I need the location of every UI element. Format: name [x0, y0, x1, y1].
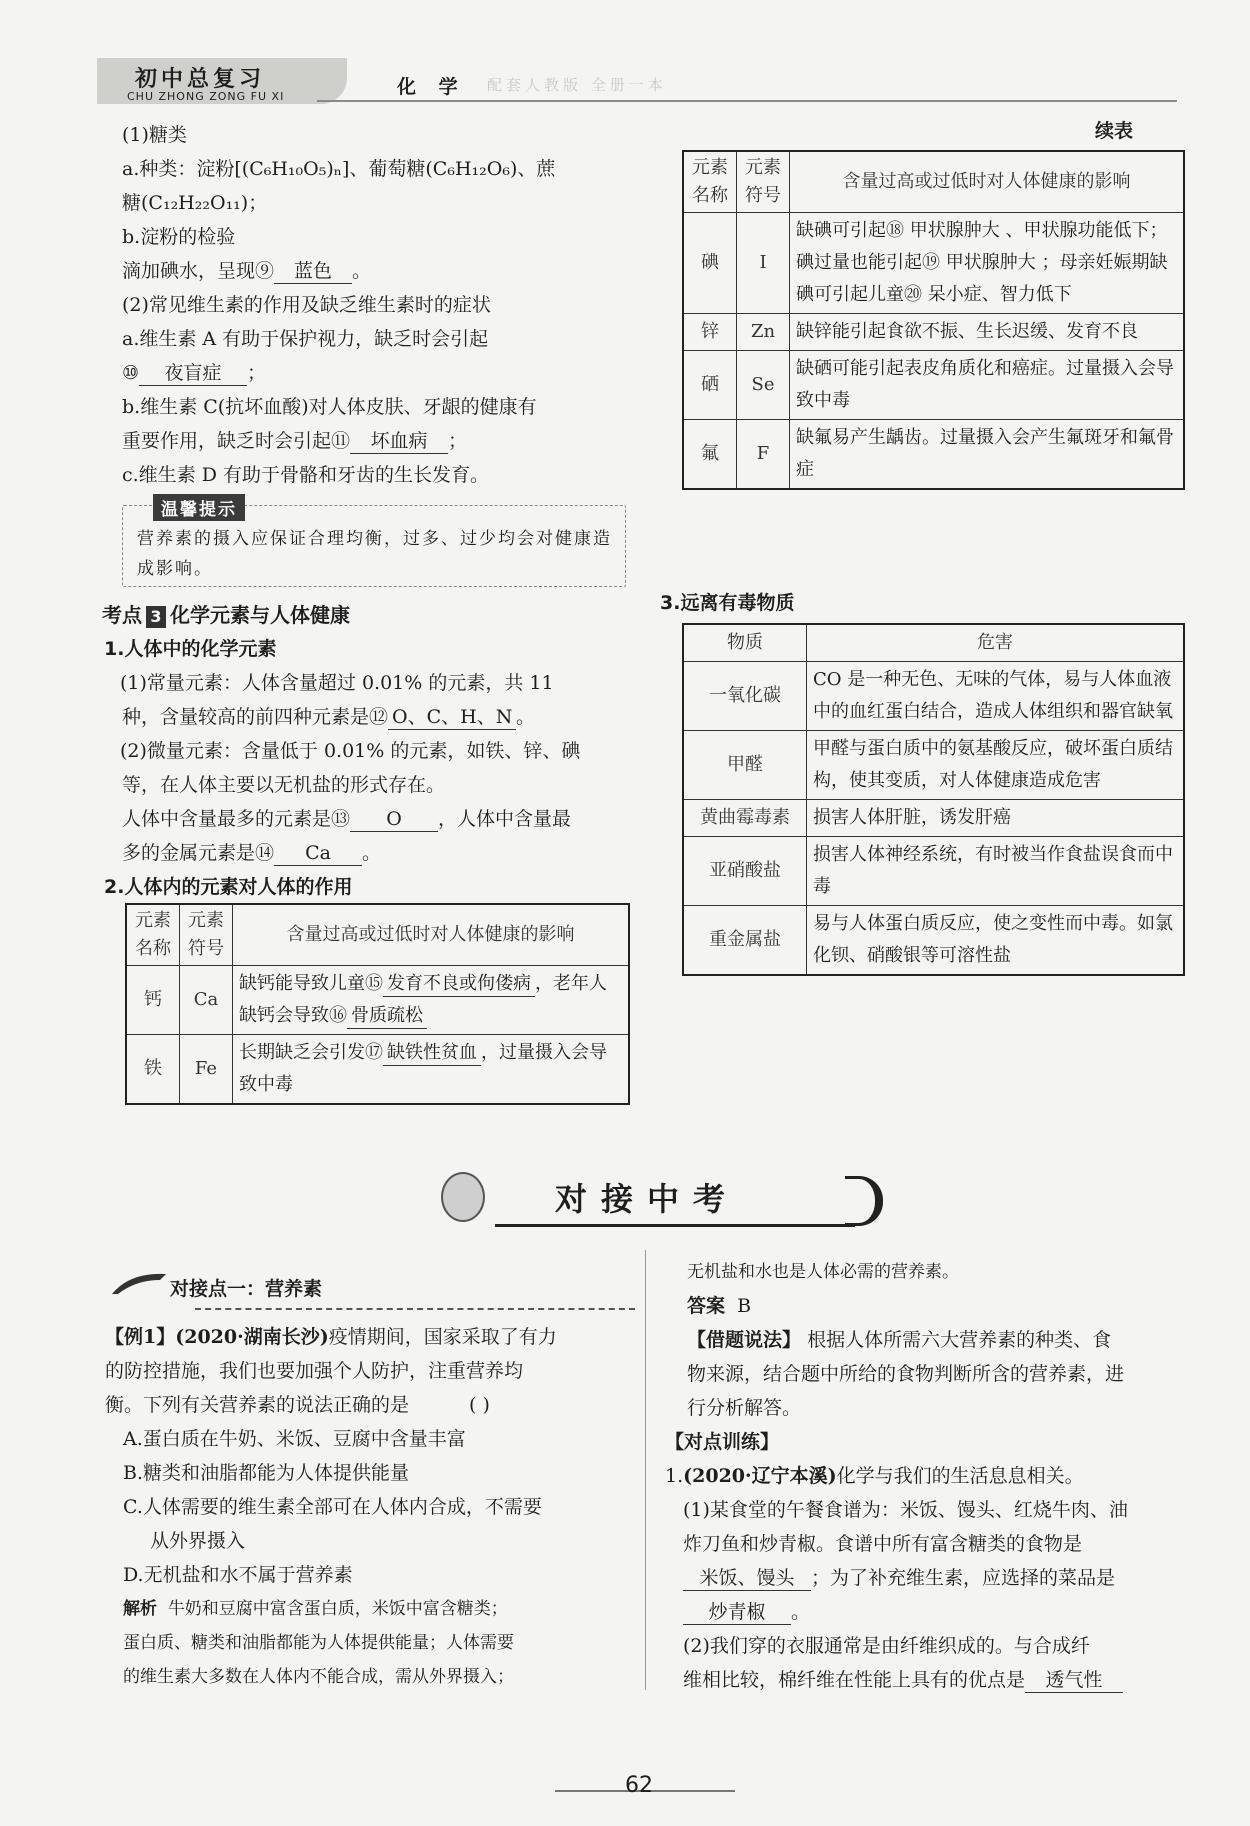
text-line [665, 1595, 1190, 1629]
banner-curl [845, 1176, 883, 1226]
text-line: 等，在人体主要以无机盐的形式存在。 [122, 774, 446, 796]
section-prefix: 考点 [102, 603, 142, 627]
text-fragment: 。 [352, 260, 372, 282]
table-header-row [126, 904, 629, 966]
column-divider [645, 1250, 646, 1690]
answer-blank: O、C、H、N [388, 705, 516, 730]
header-cell: 含量过高或过低时对人体健康的影响 [790, 151, 1185, 213]
section-banner [435, 1170, 875, 1230]
cell-substance: 一氧化碳 [683, 662, 807, 731]
section-title: 化学元素与人体健康 [170, 603, 350, 627]
text-fragment: 多的金属元素是⑭ [122, 842, 275, 864]
example-source: (2020·湖南长沙) [175, 1326, 329, 1348]
text-fragment: 。 [791, 1601, 811, 1623]
cell-harm: 损害人体神经系统，有时被当作食盐误食而中毒 [807, 837, 1185, 906]
header-cell: 元素名称 [683, 151, 737, 213]
text-line [665, 1663, 1190, 1697]
cell-element-name: 硒 [683, 351, 737, 420]
cell-substance: 甲醛 [683, 731, 807, 800]
cell-element-symbol: Fe [180, 1035, 233, 1105]
text-line: b.淀粉的检验 [122, 226, 236, 248]
text-fragment: 衡。下列有关营养素的说法正确的是 [105, 1394, 410, 1416]
text-fragment: 维相比较，棉纤维在性能上具有的优点是 [683, 1669, 1026, 1691]
answer-blank: O [350, 807, 438, 832]
text-line: (2)我们穿的衣服通常是由纤维织成的。与合成纤 [683, 1635, 1090, 1657]
text-line: (1)某食堂的午餐食谱为：米饭、馒头、红烧牛肉、油 [683, 1499, 1128, 1521]
cell-substance: 亚硝酸盐 [683, 837, 807, 906]
answer-blank: 米饭、馒头 [683, 1566, 811, 1591]
table-row [683, 837, 1184, 906]
text-fragment: 牛奶和豆腐中富含蛋白质，米饭中富含糖类； [167, 1599, 508, 1619]
text-fragment: 重要作用，缺乏时会引起⑪ [122, 430, 351, 452]
book-subtitle: CHU ZHONG ZONG FU XI [127, 90, 285, 103]
cell-effect: 缺锌能引起食欲不振、生长迟缓、发育不良 [790, 314, 1185, 351]
subject-label: 化 学 [397, 76, 466, 98]
table-row [683, 351, 1184, 420]
analysis-tag: 解析 [123, 1599, 157, 1619]
text-line [122, 254, 632, 288]
text-fragment: 长期缺乏会引发⑰ [239, 1042, 383, 1063]
answer-paren: ( ) [469, 1394, 490, 1416]
table-row [683, 420, 1184, 490]
table-row [683, 662, 1184, 731]
element-table-2 [682, 150, 1185, 490]
header-cell: 元素符号 [180, 904, 233, 966]
option-b: B.糖类和油脂都能为人体提供能量 [123, 1462, 410, 1484]
text-line [102, 836, 637, 870]
text-line [665, 1323, 1190, 1357]
text-line: 的维生素大多数在人体内不能合成，需从外界摄入； [123, 1667, 514, 1687]
text-line [122, 424, 632, 458]
table-row [683, 731, 1184, 800]
text-fragment: 人体中含量最多的元素是⑬ [122, 808, 351, 830]
table-row [683, 800, 1184, 837]
cell-element-symbol: F [737, 420, 790, 490]
text-line [102, 802, 637, 836]
cell-element-name: 钙 [126, 966, 180, 1035]
mascot-icon [441, 1172, 485, 1222]
edition-label: 配套人教版 全册一本 [487, 76, 667, 94]
djd-title: 对接点一：营养素 [170, 1278, 323, 1300]
cell-element-symbol: Se [737, 351, 790, 420]
cell-element-name: 铁 [126, 1035, 180, 1105]
answer-blank: 缺铁性贫血 [383, 1041, 481, 1066]
header-rule [317, 100, 1177, 102]
text-line: 糖(C₁₂H₂₂O₁₁)； [122, 192, 268, 214]
text-line: 物来源，结合题中所给的食物判断所含的营养素，进 [687, 1363, 1125, 1385]
text-line [122, 356, 632, 390]
table-header-row [683, 624, 1184, 662]
answer-blank: 坏血病 [350, 429, 448, 454]
answer-blank: 骨质疏松 [347, 1004, 427, 1029]
banner-title: 对接中考 [555, 1180, 740, 1218]
right-bottom-column [665, 1255, 1190, 1697]
text-line [665, 1459, 1190, 1493]
cell-harm: 损害人体肝脏，诱发肝癌 [807, 800, 1185, 837]
text-fragment: 种，含量较高的前四种元素是⑫ [122, 706, 389, 728]
text-line: 蛋白质、糖类和油脂都能为人体提供能量；人体需要 [123, 1633, 514, 1653]
toxic-table [682, 623, 1185, 976]
page-number: 62 [625, 1773, 653, 1798]
answer-blank: 炒青椒 [683, 1600, 791, 1625]
example-1 [105, 1320, 635, 1694]
text-line: (1)常量元素：人体含量超过 0.01% 的元素，共 11 [120, 672, 554, 694]
cell-effect [233, 1035, 630, 1105]
text-fragment: 缺钙能导致儿童⑮ [239, 973, 383, 994]
cell-element-name: 锌 [683, 314, 737, 351]
cell-harm: 易与人体蛋白质反应，使之变性而中毒。如氯化钡、硝酸银等可溶性盐 [807, 906, 1185, 976]
table-header-row [683, 151, 1184, 213]
pen-icon [110, 1268, 170, 1298]
option-c-cont: 从外界摄入 [150, 1530, 246, 1552]
text-fragment: ； [448, 430, 468, 452]
left-column-top [122, 118, 632, 492]
text-line: 行分析解答。 [687, 1397, 802, 1419]
cell-effect: 缺氟易产生龋齿。过量摄入会产生氟斑牙和氟骨症 [790, 420, 1185, 490]
text-fragment: 根据人体所需六大营养素的种类、食 [807, 1329, 1112, 1351]
element-table-1 [125, 903, 630, 1105]
text-line: 无机盐和水也是人体必需的营养素。 [687, 1262, 959, 1282]
text-line: b.维生素 C(抗坏血酸)对人体皮肤、牙龈的健康有 [122, 396, 537, 418]
table-row [683, 213, 1184, 314]
page-header [97, 58, 1182, 106]
option-c: C.人体需要的维生素全部可在人体内合成，不需要 [123, 1496, 542, 1518]
toxic-heading: 3.远离有毒物质 [660, 592, 795, 614]
cell-harm: 甲醛与蛋白质中的氨基酸反应，破坏蛋白质结构，使其变质，对人体健康造成危害 [807, 731, 1185, 800]
cell-substance: 黄曲霉毒素 [683, 800, 807, 837]
text-line [105, 1592, 635, 1626]
commentary-tag: 【借题说法】 [687, 1329, 802, 1351]
text-fragment: ； [247, 362, 267, 384]
text-fragment: 疫情期间，国家采取了有力 [328, 1326, 557, 1348]
text-line: a.维生素 A 有助于保护视力，缺乏时会引起 [122, 328, 489, 350]
answer-value: B [737, 1295, 752, 1317]
subsection-heading: 1.人体中的化学元素 [104, 638, 277, 660]
cell-effect [233, 966, 630, 1035]
text-fragment: ，老年人缺钙会导致⑯ [239, 973, 607, 1026]
text-fragment: 。 [362, 842, 382, 864]
text-line: a.种类：淀粉[(C₆H₁₀O₅)ₙ]、葡萄糖(C₆H₁₂O₆)、蔗 [122, 158, 556, 180]
cell-element-symbol: Zn [737, 314, 790, 351]
text-fragment: 滴加碘水，呈现⑨ [122, 260, 275, 282]
subsection-heading: 2.人体内的元素对人体的作用 [104, 876, 353, 898]
cell-effect: 缺碘可引起⑱ 甲状腺肿大 、甲状腺功能低下；碘过量也能引起⑲ 甲状腺肿大 ；母亲妊娠期缺碘可引起儿童⑳ 呆小症、智力低下 [790, 213, 1185, 314]
text-line [102, 700, 637, 734]
answer-blank: 透气性 [1025, 1668, 1123, 1693]
section-number: 3 [146, 606, 166, 628]
cell-element-symbol: I [737, 213, 790, 314]
cell-harm: CO 是一种无色、无味的气体，易与人体血液中的血红蛋白结合，造成人体组织和器官缺氧 [807, 662, 1185, 731]
training-tag: 【对点训练】 [665, 1431, 780, 1453]
text-fragment: 化学与我们的生活息息相关。 [836, 1465, 1084, 1487]
text-fragment: ⑩ [122, 362, 140, 384]
option-d: D.无机盐和水不属于营养素 [123, 1564, 353, 1586]
answer-blank: Ca [274, 841, 362, 866]
header-cell: 元素名称 [126, 904, 180, 966]
wavy-divider [195, 1302, 635, 1310]
text-line: (2)微量元素：含量低于 0.01% 的元素，如铁、锌、碘 [120, 740, 581, 762]
continued-label: 续表 [1095, 120, 1134, 142]
hint-body: 营养素的摄入应保证合理均衡，过多、过少均会对健康造成影响。 [137, 529, 612, 579]
text-line: (2)常见维生素的作用及缺乏维生素时的症状 [122, 294, 491, 316]
answer-tag: 答案 [687, 1295, 726, 1317]
header-cell: 元素符号 [737, 151, 790, 213]
text-line: (1)糖类 [122, 124, 187, 146]
table-row [126, 1035, 629, 1105]
cell-element-name: 氟 [683, 420, 737, 490]
text-line: 炸刀鱼和炒青椒。食谱中所有富含糖类的食物是 [683, 1533, 1083, 1555]
header-cell: 物质 [683, 624, 807, 662]
option-a: A.蛋白质在牛奶、米饭、豆腐中含量丰富 [123, 1428, 466, 1450]
book-title: 初中总复习 [135, 67, 266, 92]
text-line [665, 1289, 1190, 1323]
cell-element-symbol: Ca [180, 966, 233, 1035]
text-fragment: 1. [665, 1465, 684, 1487]
hint-box [122, 500, 626, 587]
text-line [105, 1320, 635, 1354]
text-fragment: ，过量摄入会导致中毒 [239, 1042, 607, 1095]
table-row [126, 966, 629, 1035]
header-cell: 危害 [807, 624, 1185, 662]
text-fragment: ；为了补充维生素，应选择的菜品是 [811, 1567, 1116, 1589]
hint-badge: 温馨提示 [153, 494, 245, 521]
text-line [665, 1561, 1190, 1595]
cell-substance: 重金属盐 [683, 906, 807, 976]
cell-element-name: 碘 [683, 213, 737, 314]
text-fragment: ，人体中含量最 [438, 808, 572, 830]
answer-blank: 蓝色 [274, 259, 352, 284]
answer-blank: 发育不良或佝偻病 [383, 972, 535, 997]
header-cell: 含量过高或过低时对人体健康的影响 [233, 904, 630, 966]
text-line: 的防控措施，我们也要加强个人防护，注重营养均 [105, 1360, 524, 1382]
example-tag: 【例1】 [105, 1326, 176, 1348]
cell-effect: 缺硒可能引起表皮角质化和癌症。过量摄入会导致中毒 [790, 351, 1185, 420]
table-row [683, 314, 1184, 351]
kaodian-section [102, 598, 637, 904]
question-source: (2020·辽宁本溪) [683, 1465, 837, 1487]
table-row [683, 906, 1184, 976]
text-fragment: 。 [516, 706, 536, 728]
text-line: c.维生素 D 有助于骨骼和牙齿的生长发育。 [122, 464, 489, 486]
section-heading [102, 598, 637, 632]
text-line [105, 1388, 635, 1422]
answer-blank: 夜盲症 [139, 361, 247, 386]
